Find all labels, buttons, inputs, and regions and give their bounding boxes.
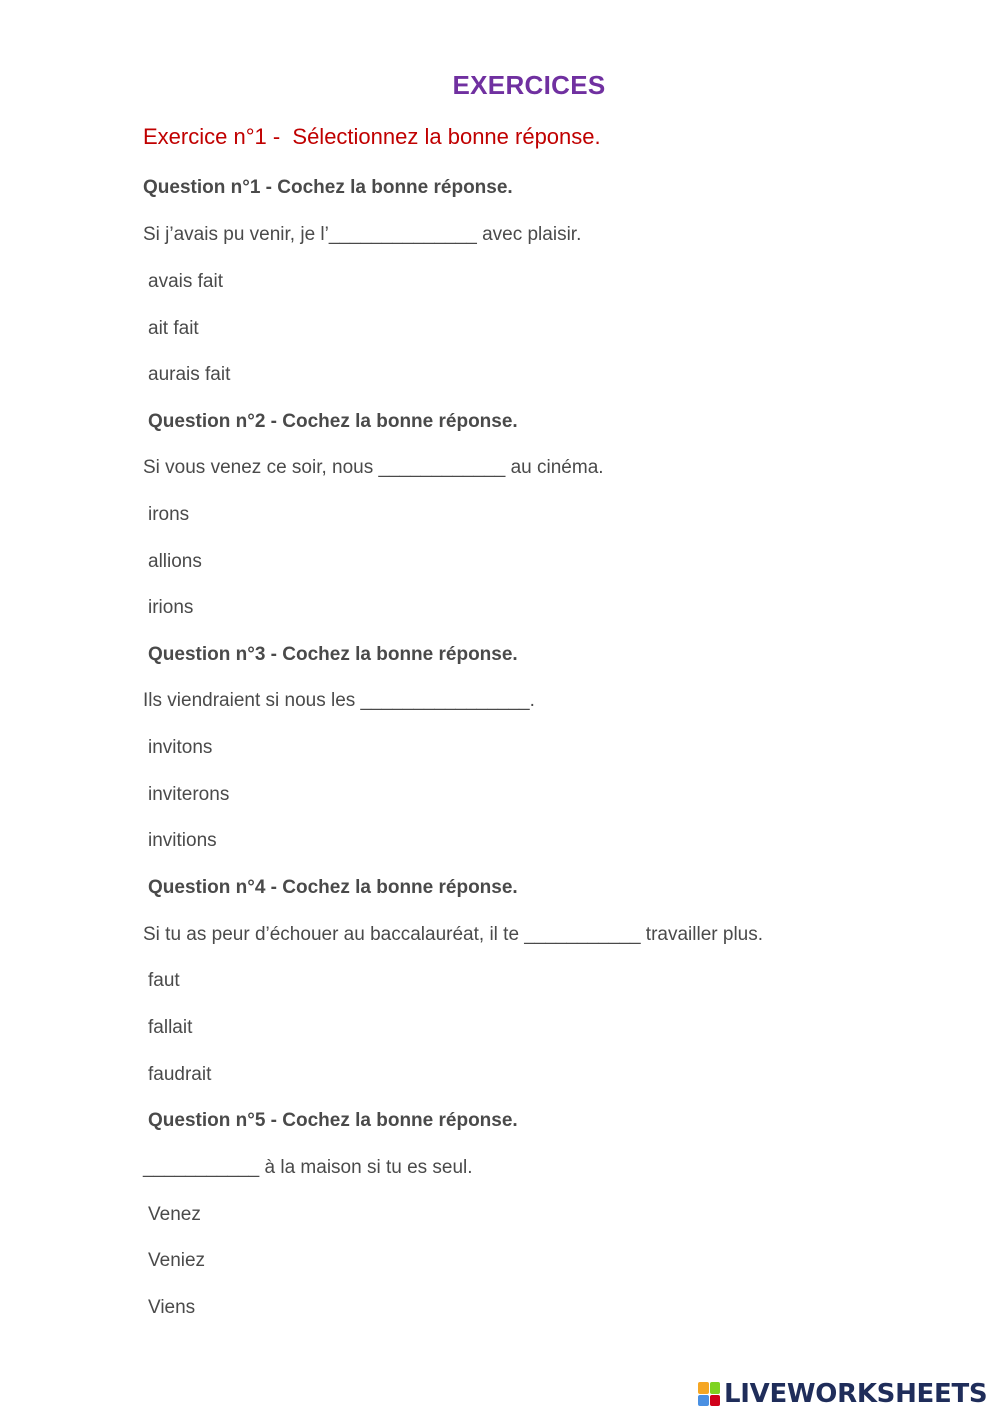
logo-square-4 (710, 1395, 721, 1407)
question-3-sentence: Ils viendraient si nous les ________________. (143, 690, 535, 711)
question-5-option-1[interactable]: Venez (148, 1204, 201, 1225)
question-4-option-2[interactable]: fallait (148, 1017, 193, 1038)
question-3-option-1[interactable]: invitons (148, 737, 213, 758)
logo-text: LIVEWORKSHEETS (724, 1379, 988, 1409)
question-5-heading: Question n°5 - Cochez la bonne réponse. (148, 1110, 518, 1131)
question-3-option-3[interactable]: invitions (148, 830, 217, 851)
question-2-sentence: Si vous venez ce soir, nous ____________ au cinéma. (143, 457, 604, 478)
question-2-option-3[interactable]: irions (148, 597, 194, 618)
question-5-option-3[interactable]: Viens (148, 1297, 196, 1318)
question-3-heading: Question n°3 - Cochez la bonne réponse. (148, 644, 518, 665)
logo-square-1 (698, 1382, 709, 1394)
question-1-option-2[interactable]: ait fait (148, 318, 199, 339)
exercise-heading: Exercice n°1 - Sélectionnez la bonne réponse. (143, 124, 601, 149)
question-5-option-2[interactable]: Veniez (148, 1250, 206, 1271)
question-1-option-1[interactable]: avais fait (148, 271, 223, 292)
liveworksheets-logo (698, 1378, 987, 1410)
question-1-heading: Question n°1 - Cochez la bonne réponse. (143, 177, 513, 198)
question-1-sentence: Si j’avais pu venir, je l’______________ avec plaisir. (143, 224, 582, 245)
question-4-heading: Question n°4 - Cochez la bonne réponse. (148, 877, 518, 898)
question-4-option-3[interactable]: faudrait (148, 1064, 212, 1085)
question-2-option-2[interactable]: allions (148, 551, 202, 572)
question-1-option-3[interactable]: aurais fait (148, 364, 231, 385)
question-4-option-1[interactable]: faut (148, 970, 180, 991)
logo-square-2 (710, 1382, 721, 1394)
question-4-sentence: Si tu as peur d’échouer au baccalauréat, il te ___________ travailler plus. (143, 924, 764, 945)
question-2-heading: Question n°2 - Cochez la bonne réponse. (148, 411, 518, 432)
question-2-option-1[interactable]: irons (148, 504, 190, 525)
logo-mark-icon (698, 1382, 720, 1406)
logo-square-3 (698, 1395, 709, 1407)
page-title: EXERCICES (452, 70, 606, 100)
question-5-sentence: ___________ à la maison si tu es seul. (143, 1157, 473, 1178)
question-3-option-2[interactable]: inviterons (148, 784, 230, 805)
